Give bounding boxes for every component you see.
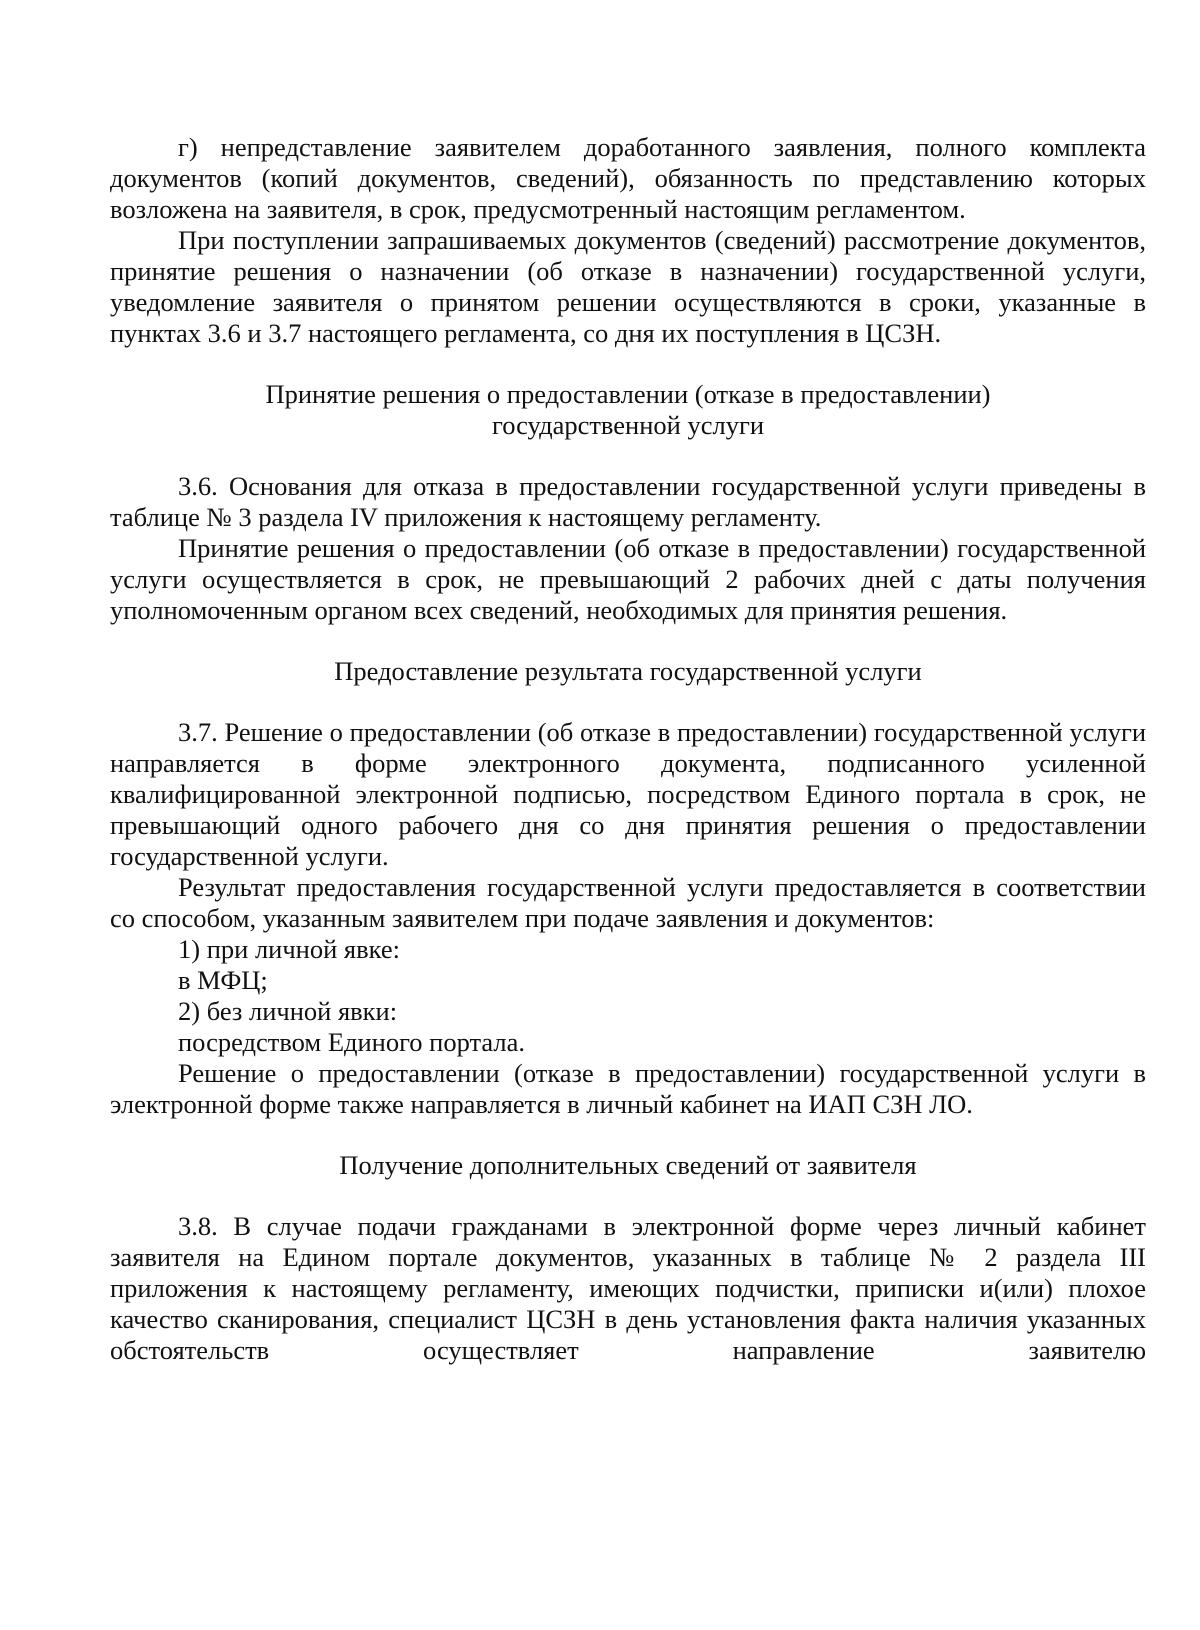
paragraph-3-7-c: Решение о предоставлении (отказе в предоставлении) государственной услуги в электронной форме также направляется в личный кабинет на ИАП СЗН ЛО.: [110, 1058, 1146, 1119]
section-heading-decision-line1: Принятие решения о предоставлении (отказе в предоставлении): [265, 379, 991, 409]
document-body: [110, 132, 1146, 1366]
paragraph-3-7: 3.7. Решение о предоставлении (об отказе в предоставлении) государственной услуги направляется в форме электронного документа, подписанного усиленной квалифицированной электронной подписью, посредством Единого портала в срок, не превышающий одного рабочего дня со дня принятия решения о предоставлении государственной услуги.: [110, 717, 1146, 871]
section-heading-decision-line2: государственной услуги: [491, 410, 765, 440]
paragraph-3-6: 3.6. Основания для отказа в предоставлении государственной услуги приведены в таблице № 3 раздела IV приложения к настоящему регламенту.: [110, 471, 1146, 532]
section-heading-additional: Получение дополнительных сведений от заявителя: [339, 1150, 917, 1180]
paragraph-g: г) непредставление заявителем доработанного заявления, полного комплекта документов (копий документов, сведений), обязанность по представлению которых возложена на заявителя, в срок, предусмотренный настоящим регламентом.: [110, 132, 1146, 224]
paragraph-3-7-b: Результат предоставления государственной услуги предоставляется в соответствии со способом, указанным заявителем при подаче заявления и документов:: [110, 872, 1146, 933]
paragraph-receipt: При поступлении запрашиваемых документов (сведений) рассмотрение документов, принятие решения о назначении (об отказе в назначении) государственной услуги, уведомление заявителя о принятом решении осуществляются в сроки, указанные в пунктах 3.6 и 3.7 настоящего регламента, со дня их поступления в ЦСЗН.: [110, 225, 1146, 348]
list-item-2-a: посредством Единого портала.: [178, 1027, 526, 1057]
paragraph-3-8: 3.8. В случае подачи гражданами в электронной форме через личный кабинет заявителя на Едином портале документов, указанных в таблице № 2 раздела III приложения к настоящему регламенту, имеющих подчистки, приписки и(или) плохое качество сканирования, специалист ЦСЗН в день установления факта наличия указанных обстоятельств осуществляет направление заявителю: [110, 1211, 1146, 1365]
list-item-2: 2) без личной явки:: [178, 996, 398, 1026]
section-heading-result: Предоставление результата государственной услуги: [334, 656, 922, 686]
paragraph-3-6-b: Принятие решения о предоставлении (об отказе в предоставлении) государственной услуги осуществляется в срок, не превышающий 2 рабочих дней с даты получения уполномоченным органом всех сведений, необходимых для принятия решения.: [110, 533, 1146, 625]
list-item-1: 1) при личной явке:: [178, 934, 400, 964]
list-item-1-a: в МФЦ;: [178, 965, 268, 995]
